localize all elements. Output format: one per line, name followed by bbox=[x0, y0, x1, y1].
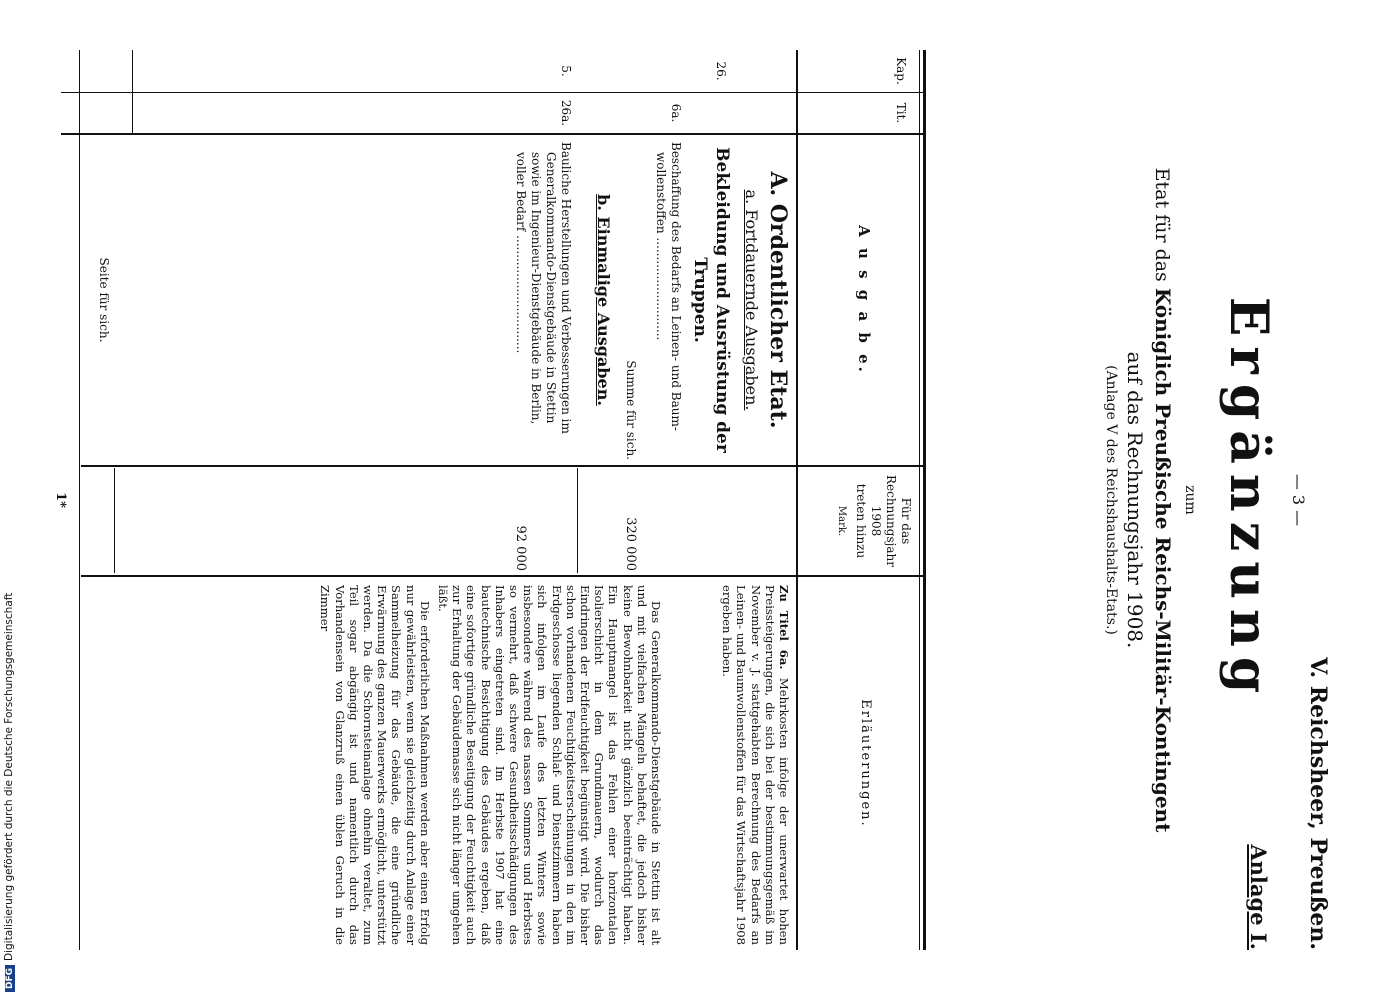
col-rule-ausgabe bbox=[81, 465, 926, 467]
explanation-tit-6a-heading: Zu Titel 6a. bbox=[777, 585, 791, 670]
row2-amount: 92 000 bbox=[513, 525, 528, 571]
row1-text-l2: wollenstoffen ........................... bbox=[654, 152, 668, 341]
header-ausgabe: A u s g a b e. bbox=[855, 225, 873, 375]
document-title: Ergänzung bbox=[1218, 296, 1279, 704]
section-a-subtitle: a. Fortdauernde Ausgaben. bbox=[742, 189, 761, 411]
title-subtitle-bold: Königlich Preußische Reichs-Militär-Kontingent bbox=[1151, 287, 1175, 833]
section-a-title: A. Ordentlicher Etat. bbox=[765, 171, 791, 429]
row2-text-l1: Bauliche Herstellungen und Verbesserungen im bbox=[559, 142, 573, 434]
explanation-tit-26a-p2: Die erforderlichen Maßnahmen werden aber einen Erfolg nur gewährleisten, wenn sie gleichzeitig durch Anlage einer Sammelheizung für das Gebäude, die eine gründliche Erwärmung des ganzen Mauerwerks ermöglicht, unterstützt werden. Da die Schornsteinanlage ohnehin veraltet, zum Teil sogar abgängig ist und namentlich durch das Vorhandensein von Glanzruß einen üblen Geruch in die Zimmer bbox=[318, 585, 432, 945]
title-fiscal-year: auf das Rechnungsjahr 1908. bbox=[1123, 351, 1147, 649]
col-rule-amount bbox=[81, 575, 926, 577]
explanation-tit-26a bbox=[318, 585, 663, 945]
header-kap: Kap. bbox=[894, 57, 908, 85]
row1-text-l1: Beschaffung des Bedarfs an Leinen- und Baum- bbox=[669, 142, 683, 431]
header-amount bbox=[834, 467, 913, 575]
group-title bbox=[689, 135, 733, 465]
digitization-note: Digitalisierung gefördert durch die Deutsche Forschungsgemeinschaft bbox=[3, 592, 15, 961]
row1-description bbox=[653, 142, 683, 462]
section-b-title: b. Einmalige Ausgaben. bbox=[594, 194, 613, 406]
sum-underline-1 bbox=[577, 468, 578, 573]
explanation-tit-6a bbox=[720, 585, 791, 945]
row1-amount: 320 000 bbox=[623, 517, 638, 571]
row-rule-26 bbox=[79, 50, 80, 950]
row2-text-l2: Generalkommando-Dienstgebäude in Stettin bbox=[544, 152, 558, 424]
header-amount-l5: Mark. bbox=[836, 505, 847, 537]
row2-description bbox=[513, 142, 573, 462]
col-rule-tit bbox=[61, 133, 926, 135]
row-rule-5 bbox=[132, 50, 133, 135]
annex-label: Anlage I. bbox=[1246, 844, 1271, 950]
header-amount-l4: treten hinzu bbox=[854, 483, 868, 559]
group-title-l2: Truppen. bbox=[690, 257, 710, 343]
row2-text-l3: sowie im Ingenieur-Dienstgebäude in Berlin, bbox=[529, 152, 543, 425]
title-subtitle bbox=[1151, 40, 1175, 960]
header-amount-l1: Für das bbox=[899, 497, 913, 545]
title-zum: zum bbox=[1182, 485, 1198, 515]
table-top-rule-thin bbox=[919, 50, 920, 950]
seite-rule bbox=[114, 468, 115, 573]
table-header-rule bbox=[796, 50, 798, 950]
header-erlaeuterungen: Erläuterungen. bbox=[858, 699, 873, 828]
page-sum-label: Seite für sich. bbox=[97, 257, 111, 343]
title-subtitle-prefix: Etat für das bbox=[1151, 167, 1173, 282]
explanation-tit-6a-text: Mehrkosten infolge der unerwartet hohen Preissteigerungen, die sich bei der bestimmungsgemäß im November v. J. stattgehabten Berechnung des Bedarfs an Leinen- und Baumwollenstoffen für das Wirtschaftsjahr 1908 ergeben haben. bbox=[720, 585, 791, 946]
group-title-l1: Bekleidung und Ausrüstung der bbox=[712, 147, 732, 453]
col-rule-kap bbox=[61, 92, 926, 93]
signature-mark: 1* bbox=[53, 492, 68, 508]
dfg-logo: DFG bbox=[5, 965, 15, 992]
row2-text-l4: voller Bedarf ............................... bbox=[514, 152, 528, 354]
header-tit: Tit. bbox=[894, 102, 908, 124]
title-annex-ref: (Anlage V des Reichshaushalts-Etats.) bbox=[1103, 365, 1119, 635]
table-top-rule bbox=[923, 50, 926, 950]
row2-kap: 5. bbox=[559, 65, 573, 77]
row2-tit: 26a. bbox=[559, 99, 573, 127]
page-number: — 3 — bbox=[1289, 473, 1308, 527]
row1-kap: 26. bbox=[714, 61, 728, 81]
row1-tit: 6a. bbox=[669, 103, 683, 123]
header-amount-l3: 1908 bbox=[869, 505, 883, 537]
explanation-tit-26a-p1: Das Generalkommando-Dienstgebäude in Stettin ist alt und mit vielfachen Mängeln behaftet, die jedoch bisher keine Bewohnbarkeit nicht gänzlich beeinträchtigt haben. Ein Hauptmangel ist das Fehlen einer horizontalen Isolierschicht in dem Grundmauern, wodurch das Eindringen der Erdfeuchtigkeit begünstigt wird. Die bisher schon vorhandenen Feuchtigkeitserscheinungen in den im Erdgeschosse liegenden Schlaf- und Dienstzimmern haben sich infolgen im Laufe des letzten Winters sowie insbesondere während des nassen Sommers und Herbstes so vermehrt, daß schwere Gesundheitsschädigungen des Inhabers eingetreten sind. Im Herbste 1907 hat eine bautechnische Besichtigung des Gebäudes ergeben, daß eine sofortige gründliche Beseitigung der Feuchtigkeit auch zur Erhaltung der Gebäudemasse sich nicht länger umgehen läßt. bbox=[435, 585, 663, 945]
section-header: V. Reichsheer, Preußen. bbox=[1305, 657, 1331, 950]
header-amount-l2: Rechnungsjahr bbox=[884, 475, 898, 567]
row1-sum-label: Summe für sich. bbox=[624, 360, 638, 460]
